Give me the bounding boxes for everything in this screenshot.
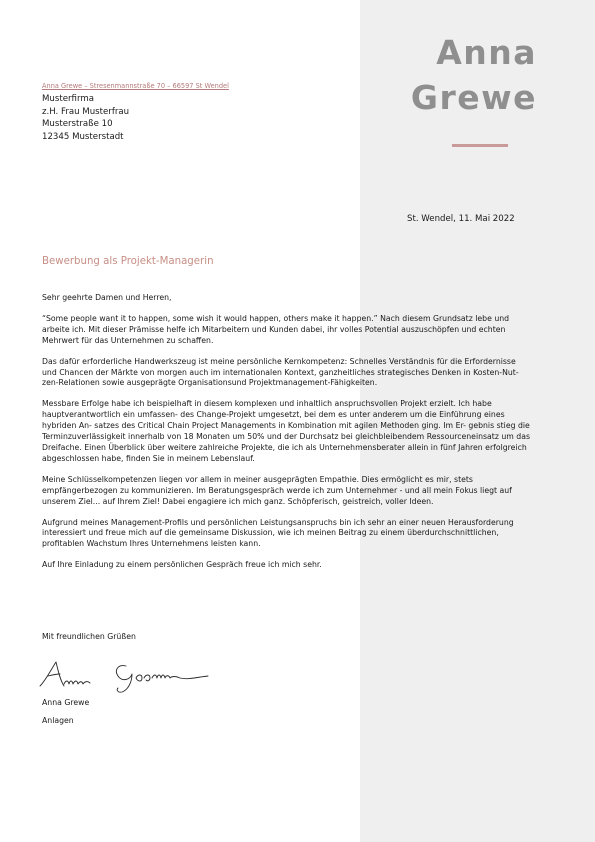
- accent-line: [452, 144, 508, 147]
- closing-phrase: Mit freundlichen Grüßen: [42, 632, 136, 641]
- handwritten-signature: [38, 656, 223, 700]
- recipient-street: Musterstraße 10: [42, 119, 113, 129]
- body-paragraph: “Some people want it to happen, some wish it would happen, others make it happen.” Nach diesem Grundsatz lebe und arbeite ich. Mit dieser Prämisse helfe ich Mitarbeitern und Kunden dabei, ihr volles Potential auszuschöpfen und echten Mehrwert für das Unternehmen zu schaffen.: [42, 313, 510, 345]
- body-paragraph: Meine Schlüsselkompetenzen liegen vor allem in meiner ausgeprägten Empathie. Dies ermöglicht es mir, stets empfängerbezogen zu kommunizieren. Im Beratungsgespräch werde ich zum Unternehmer - und all mein Fokus liegt auf unserem Ziel... auf Ihrem Ziel! Dabei engagiere ich mich ganz. Schöpferisch, geistreich, voller Ideen.: [42, 474, 512, 506]
- enclosures-note: Anlagen: [42, 716, 74, 725]
- body-paragraph: Auf Ihre Einladung zu einem persönlichen Gespräch freue ich mich sehr.: [42, 560, 322, 570]
- recipient-company: Musterfirma: [42, 94, 94, 104]
- sender-address-line: Anna Grewe – Stresenmannstraße 70 – 66597 St Wendel: [42, 82, 229, 90]
- applicant-name: [411, 30, 537, 120]
- body-paragraph: Das dafür erforderliche Handwerkszeug ist meine persönliche Kernkompetenz: Schnelles Verständnis für die Erfordernisse und Chancen der Märkte von morgen auch im internationalen Kontext, ganzheitliches strategisches Denken in Kosten-Nut- zen-Relationen sowie ausgeprägte Organisationsund Projektmanagement-Fähigkeiten.: [42, 356, 519, 388]
- body-paragraph: Messbare Erfolge habe ich beispielhaft in diesem komplexen und inhaltlich anspruchsvollen Projekt erzielt. Ich habe hauptverantwortlich ein umfassen- des Change-Projekt umgesetzt, bei dem es unter anderem um die Einführung eines hybriden An- satzes des Critical Chain Project Managements in Kombination mit agilen Methoden ging. Im Er- gebnis stieg die Terminzuverlässigkeit innerhalb von 18 Monaten um 50% und der Durchsatz bei gleichbleibendem Ressourceneinsatz um das Dreifache. Einen Überblick über weitere zahlreiche Projekte, die ich als Unternehmensberater allein in fünf Jahren erfolgreich abgeschlossen habe, finden Sie in meinem Lebenslauf.: [42, 399, 531, 463]
- letter-date: St. Wendel, 11. Mai 2022: [407, 214, 515, 224]
- salutation: Sehr geehrte Damen und Herren,: [42, 293, 172, 302]
- recipient-city: 12345 Musterstadt: [42, 131, 124, 142]
- letter-subject: Bewerbung als Projekt-Managerin: [42, 256, 214, 267]
- letter-body: [42, 293, 532, 581]
- applicant-last-name: Grewe: [410, 78, 537, 117]
- signer-name: Anna Grewe: [42, 698, 90, 707]
- recipient-contact: z.H. Frau Musterfrau: [42, 106, 130, 117]
- applicant-first-name: Anna: [436, 33, 537, 72]
- recipient-address: [42, 93, 129, 143]
- body-paragraph: Aufgrund meines Management-Profils und persönlichen Leistungsanspruchs bin ich sehr an einer neuen Herausforderung interessiert und freue mich auf die gemeinsame Diskussion, wie ich meinen Beitrag zu einem überdurchschnittlichen, profitablen Wachstum Ihres Unternehmens leisten kann.: [42, 517, 514, 549]
